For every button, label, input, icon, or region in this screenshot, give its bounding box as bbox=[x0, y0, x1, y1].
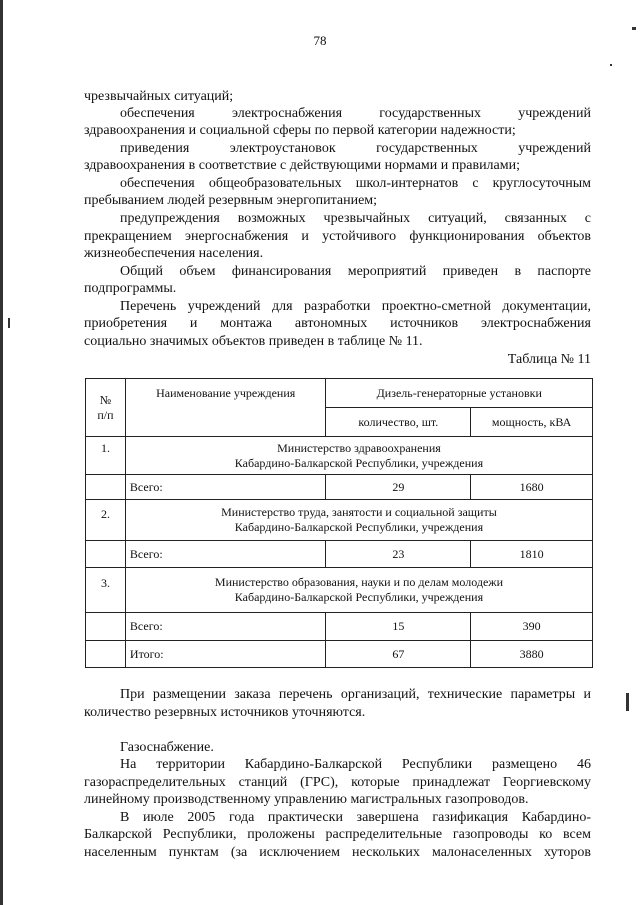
text-line: здравоохранения в соответствие с действующими нормами и правилами; bbox=[84, 158, 521, 173]
scan-edge bbox=[0, 0, 3, 905]
text-line: В июле 2005 года практически завершена газификация Кабардино- bbox=[120, 810, 591, 825]
text-line: приведения электроустановок государственных учреждений bbox=[120, 141, 591, 156]
group-title bbox=[125, 500, 592, 541]
text-line: Перечень учреждений для разработки проектно-сметной документации, bbox=[120, 299, 591, 314]
text-line: пребыванием людей резервным энергопитанием; bbox=[84, 193, 378, 208]
group-title-line1: Министерство труда, занятости и социальной защиты bbox=[221, 505, 497, 519]
text-line: Балкарской Республики, проложены распределительные газопроводы ко всем bbox=[84, 827, 591, 842]
text-line: населенным пунктам (за исключением нескольких малонаселенных хуторов bbox=[84, 845, 591, 860]
text-line: На территории Кабардино-Балкарской Республики размещено 46 bbox=[120, 757, 591, 772]
total-power: 390 bbox=[471, 613, 593, 641]
grand-total-power: 3880 bbox=[471, 641, 593, 668]
generators-table bbox=[85, 378, 593, 668]
group-title bbox=[125, 437, 592, 475]
group-number: 3. bbox=[86, 568, 126, 613]
group-title-line1: Министерство образования, науки и по делам молодежи bbox=[214, 575, 503, 589]
group-title-line2: Кабардино-Балкарской Республики, учреждения bbox=[234, 590, 484, 604]
total-label: Всего: bbox=[125, 613, 326, 641]
scan-mark bbox=[626, 693, 629, 711]
section-heading: Газоснабжение. bbox=[120, 740, 214, 755]
empty-cell bbox=[86, 541, 126, 568]
text-line: газораспределительных станций (ГРС), которые принадлежат Георгиевскому bbox=[84, 775, 591, 790]
text-line: При размещении заказа перечень организаций, технические параметры и bbox=[120, 687, 591, 702]
group-title-line2: Кабардино-Балкарской Республики, учреждения bbox=[234, 520, 484, 534]
scan-mark bbox=[610, 64, 612, 66]
header-number bbox=[86, 379, 126, 437]
empty-cell bbox=[86, 613, 126, 641]
header-number-line2: п/п bbox=[97, 407, 114, 422]
group-title bbox=[125, 568, 592, 613]
text-line: линейному производственному управлению магистральных газопроводов. bbox=[84, 792, 529, 807]
total-quantity: 15 bbox=[326, 613, 471, 641]
text-line: обеспечения общеобразовательных школ-интернатов с круглосуточным bbox=[120, 176, 591, 191]
group-title-line2: Кабардино-Балкарской Республики, учреждения bbox=[234, 455, 484, 470]
scan-mark bbox=[8, 318, 10, 328]
text-line: здравоохранения и социальной сферы по первой категории надежности; bbox=[84, 123, 516, 138]
empty-cell bbox=[86, 475, 126, 500]
text-line: чрезвычайных ситуаций; bbox=[84, 89, 234, 104]
total-quantity: 29 bbox=[326, 475, 471, 500]
total-label: Всего: bbox=[125, 475, 326, 500]
text-line: социально значимых объектов приведен в таблице № 11. bbox=[84, 334, 423, 349]
text-line: обеспечения электроснабжения государственных учреждений bbox=[120, 106, 591, 121]
header-name: Наименование учреждения bbox=[125, 379, 326, 437]
text-line: предупреждения возможных чрезвычайных ситуаций, связанных с bbox=[120, 211, 591, 226]
header-quantity: количество, шт. bbox=[326, 408, 471, 437]
total-power: 1680 bbox=[471, 475, 593, 500]
table-caption: Таблица № 11 bbox=[507, 352, 591, 367]
page-number: 78 bbox=[313, 33, 327, 48]
text-line: прекращением энергоснабжения и устойчивого функционирования объектов bbox=[84, 229, 591, 244]
text-line: Общий объем финансирования мероприятий приведен в паспорте bbox=[120, 264, 591, 279]
text-line: подпрограммы. bbox=[84, 281, 177, 296]
text-line: количество резервных источников уточняются. bbox=[84, 705, 366, 720]
total-power: 1810 bbox=[471, 541, 593, 568]
header-dgu: Дизель-генераторные установки bbox=[326, 379, 593, 408]
group-number: 2. bbox=[86, 500, 126, 541]
group-title-line1: Министерство здравоохранения bbox=[277, 440, 441, 455]
scan-mark bbox=[632, 27, 636, 30]
empty-cell bbox=[86, 641, 126, 668]
total-quantity: 23 bbox=[326, 541, 471, 568]
grand-total-quantity: 67 bbox=[326, 641, 471, 668]
text-line: приобретения и монтажа автономных источников электроснабжения bbox=[84, 316, 591, 331]
header-power: мощность, кВА bbox=[471, 408, 593, 437]
header-number-line1: № bbox=[99, 392, 112, 407]
grand-total-label: Итого: bbox=[125, 641, 326, 668]
text-line: жизнеобеспечения населения. bbox=[84, 246, 264, 261]
total-label: Всего: bbox=[125, 541, 326, 568]
group-number: 1. bbox=[86, 437, 126, 475]
